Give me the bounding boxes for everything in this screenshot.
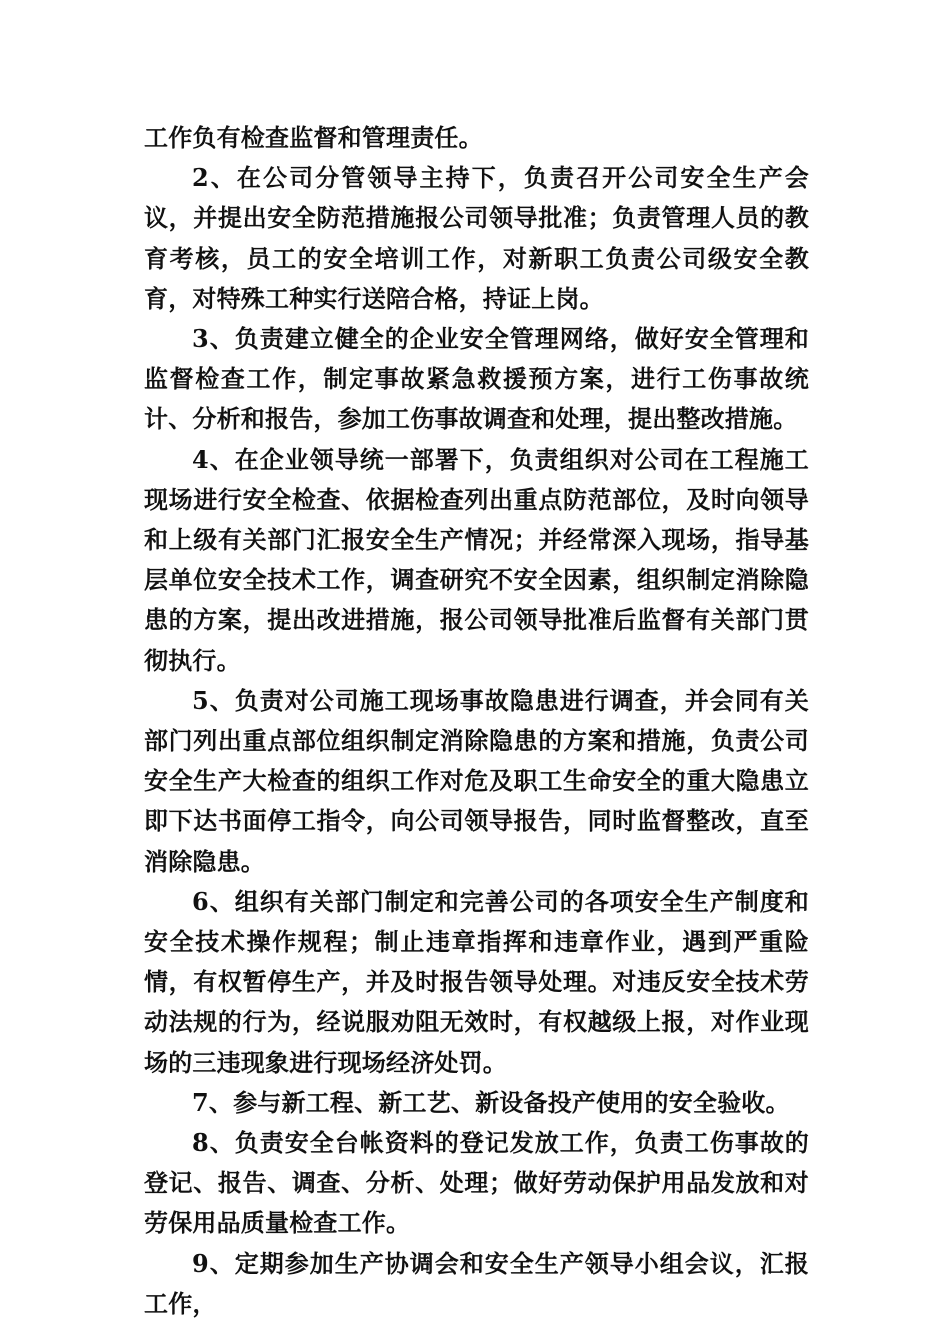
paragraph-continuation: 工作负有检查监督和管理责任。 bbox=[144, 123, 483, 152]
paragraph-item-9: 9、定期参加生产协调会和安全生产领导小组会议，汇报工作， bbox=[144, 1248, 809, 1318]
paragraph-item-4: 4、在企业领导统一部署下，负责组织对公司在工程施工现场进行安全检查、依据检查列出重点防范部位，及时向领导和上级有关部门汇报安全生产情况；并经常深入现场，指导基层单位安全技术工作，调查研究不安全因素，组织制定消除隐患的方案，提出改进措施，报公司领导批准后监督有关部门贯彻执行。 bbox=[144, 444, 809, 675]
paragraph-item-7: 7、参与新工程、新工艺、新设备投产使用的安全验收。 bbox=[192, 1087, 790, 1117]
paragraph-item-3: 3、负责建立健全的企业安全管理网络，做好安全管理和监督检查工作，制定事故紧急救援预方案，进行工伤事故统计、分析和报告，参加工伤事故调查和处理，提出整改措施。 bbox=[144, 324, 809, 434]
paragraph-item-5: 5、负责对公司施工现场事故隐患进行调查，并会同有关部门列出重点部位组织制定消除隐患的方案和措施，负责公司安全生产大检查的组织工作对危及职工生命安全的重大隐患立即下达书面停工指令，向公司领导报告，同时监督整改，直至消除隐患。 bbox=[144, 685, 809, 876]
paragraph-item-6: 6、组织有关部门制定和完善公司的各项安全生产制度和安全技术操作规程；制止违章指挥和违章作业，遇到严重险情，有权暂停生产，并及时报告领导处理。对违反安全技术劳动法规的行为，经说服劝阻无效时，有权越级上报，对作业现场的三违现象进行现场经济处罚。 bbox=[144, 886, 809, 1077]
paragraph-item-8: 8、负责安全台帐资料的登记发放工作，负责工伤事故的登记、报告、调查、分析、处理；做好劳动保护用品发放和对劳保用品质量检查工作。 bbox=[144, 1128, 809, 1238]
document-body bbox=[144, 118, 809, 1324]
paragraph-item-2: 2、在公司分管领导主持下，负责召开公司安全生产会议，并提出安全防范措施报公司领导批准；负责管理人员的教育考核，员工的安全培训工作，对新职工负责公司级安全教育，对特殊工种实行送陪合格，持证上岗。 bbox=[144, 163, 809, 313]
